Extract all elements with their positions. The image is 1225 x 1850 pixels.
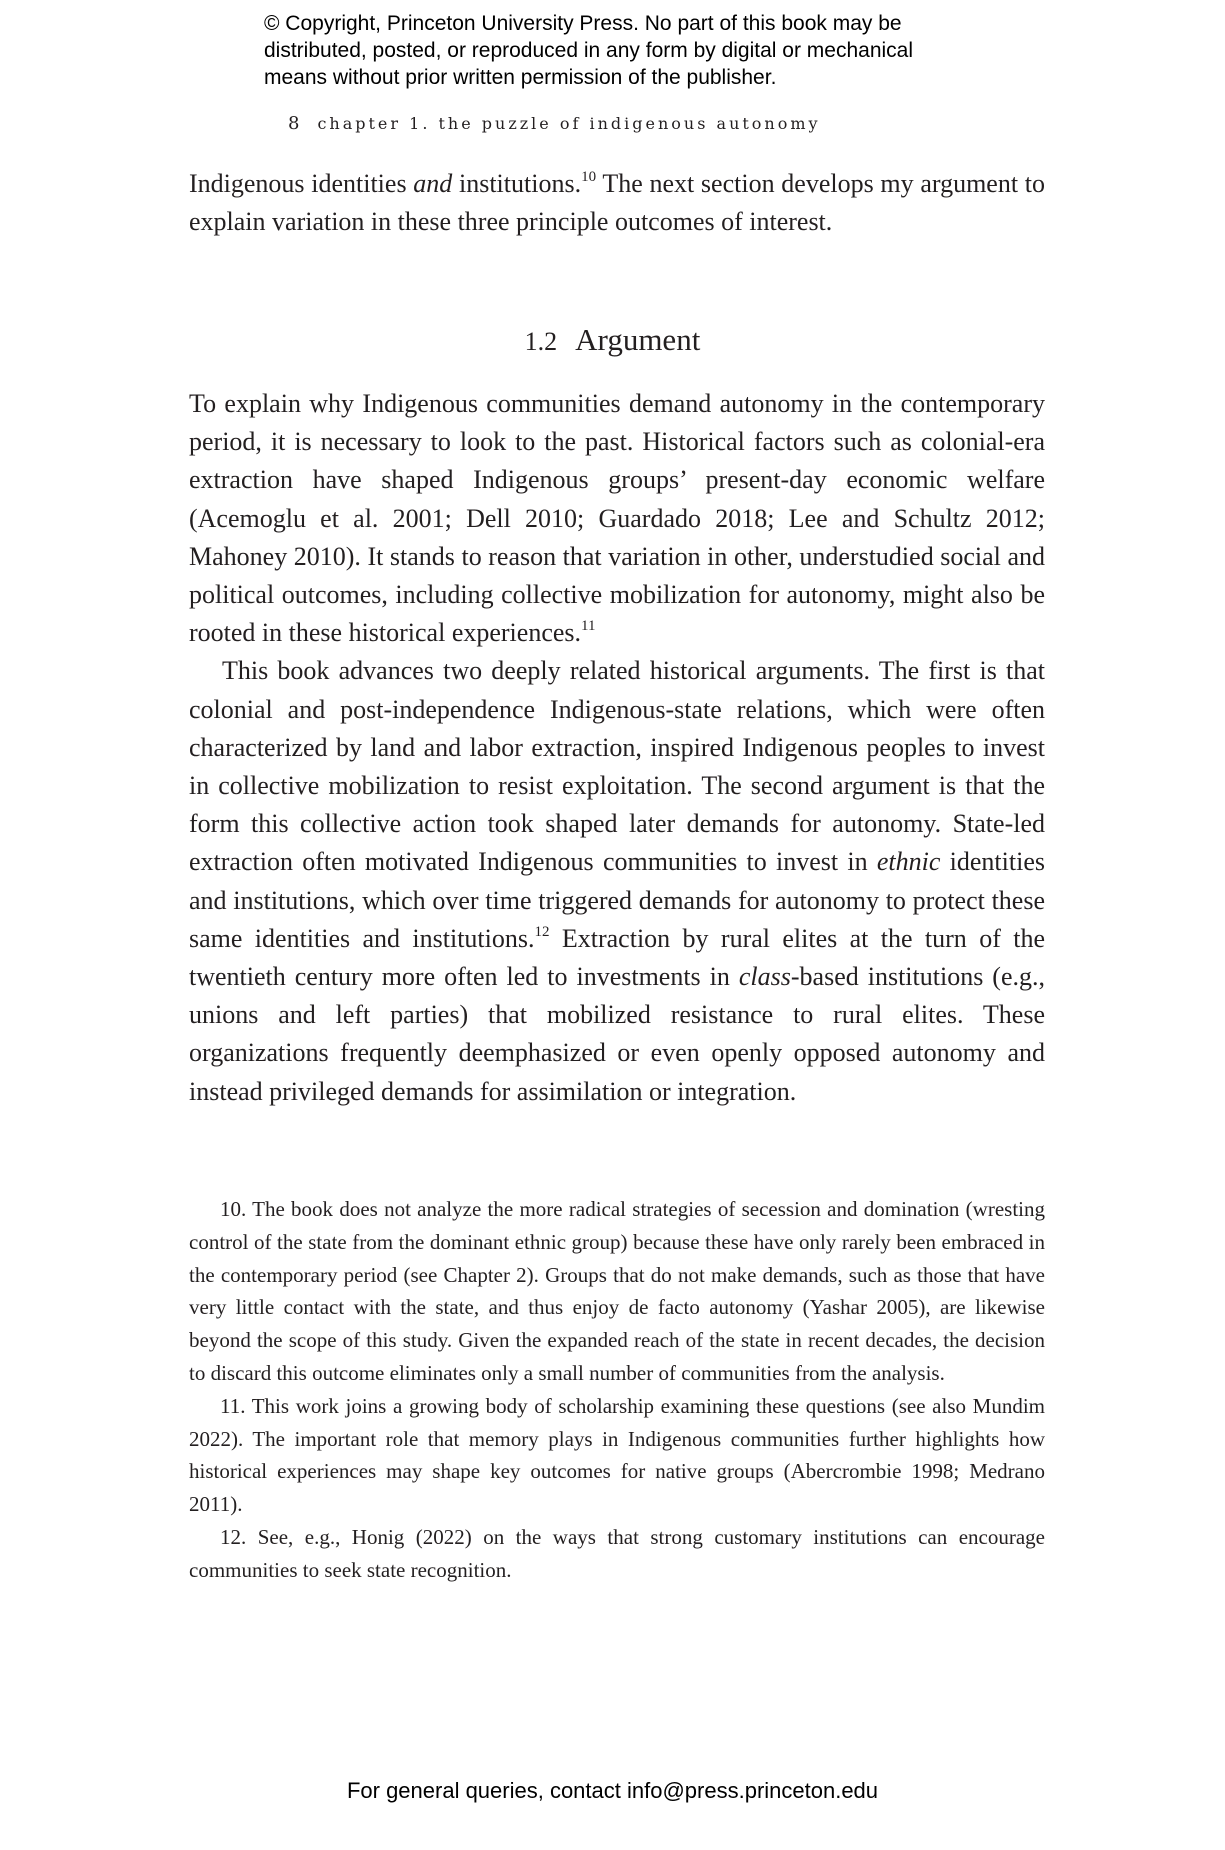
chapter-title: chapter 1. the puzzle of indigenous autonomy: [317, 114, 821, 133]
copyright-notice: [264, 10, 984, 91]
footnotes: [189, 1193, 1045, 1587]
section-number: 1.2: [524, 327, 558, 356]
copyright-line: distributed, posted, or reproduced in any form by digital or mechanical: [264, 39, 914, 62]
continued-paragraph: [189, 165, 1045, 241]
footnote-ref[interactable]: 10: [581, 169, 597, 185]
emphasis: and: [413, 169, 453, 198]
footnote-ref[interactable]: 12: [534, 923, 550, 940]
page-number: 8: [288, 113, 300, 134]
paragraph-text: -based institutions (e.g., unions and left parties) that mobilized resistance to rural elites. These organizations frequently deemphasized or even openly opposed autonomy and instead privileged demands for assimilation or integration.: [189, 962, 1045, 1106]
footnote-12: 12. See, e.g., Honig (2022) on the ways that strong customary institutions can encourage communities to seek state recognition.: [189, 1524, 1045, 1582]
paragraph-text: This book advances two deeply related historical arguments. The first is that colonial and post-independence Indigenous-state relations, which were often characterized by land and labor extraction, inspired Indigenous peoples to invest in collective mobilization to resist exploitation. The second argument is that the form this collective action took shaped later demands for autonomy. State-led extraction often motivated Indigenous communities to invest in: [189, 656, 1045, 877]
emphasis: class: [738, 962, 791, 992]
paragraph-text: Indigenous identities: [189, 169, 414, 198]
emphasis: ethnic: [876, 847, 941, 877]
paragraph-text: The next section develops my argument to explain variation in these three principle outcomes of interest.: [189, 169, 1046, 237]
paragraph-2: [189, 652, 1045, 1110]
footnote-10: 10. The book does not analyze the more radical strategies of secession and domination (wresting control of the state from the dominant ethnic group) because these have only rarely been embraced in the contemporary period (see Chapter 2). Groups that do not make demands, such as those that have very little contact with the state, and thus enjoy de facto autonomy (Yashar 2005), are likewise beyond the scope of this study. Given the expanded reach of the state in recent decades, the decision to discard this outcome eliminates only a small number of communities from the analysis.: [189, 1197, 1045, 1385]
running-head: [288, 113, 821, 134]
section-title: Argument: [575, 322, 701, 357]
footnote-11: 11. This work joins a growing body of scholarship examining these questions (see also Mundim 2022). The important role that memory plays in Indigenous communities further highlights how historical experiences may shape key outcomes for native groups (Abercrombie 1998; Medrano 2011).: [189, 1393, 1045, 1517]
copyright-line: means without prior written permission of the publisher.: [264, 66, 777, 89]
paragraph-text: Extraction by rural elites at the turn of the twentieth century more often led to investments in: [189, 923, 1045, 992]
copyright-line: © Copyright, Princeton University Press. No part of this book may be: [264, 12, 902, 35]
section-heading: [0, 322, 1225, 358]
paragraph-text: institutions.: [452, 169, 582, 198]
paragraph-1: [189, 385, 1045, 652]
footnote-ref[interactable]: 11: [581, 618, 596, 635]
paragraph-text: identities and institutions, which over time triggered demands for autonomy to protect these same identities and institutions.: [189, 847, 1045, 953]
paragraph-text: To explain why Indigenous communities demand autonomy in the contemporary period, it is necessary to look to the past. Historical factors such as colonial-era extraction have shaped Indigenous groups’ present-day economic welfare (Acemoglu et al. 2001; Dell 2010; Guardado 2018; Lee and Schultz 2012; Mahoney 2010). It stands to reason that variation in other, understudied social and political outcomes, including collective mobilization for autonomy, might also be rooted in these historical experiences.: [189, 389, 1045, 648]
contact-footer: For general queries, contact info@press.princeton.edu: [346, 1778, 879, 1803]
body-text: [189, 385, 1045, 1111]
